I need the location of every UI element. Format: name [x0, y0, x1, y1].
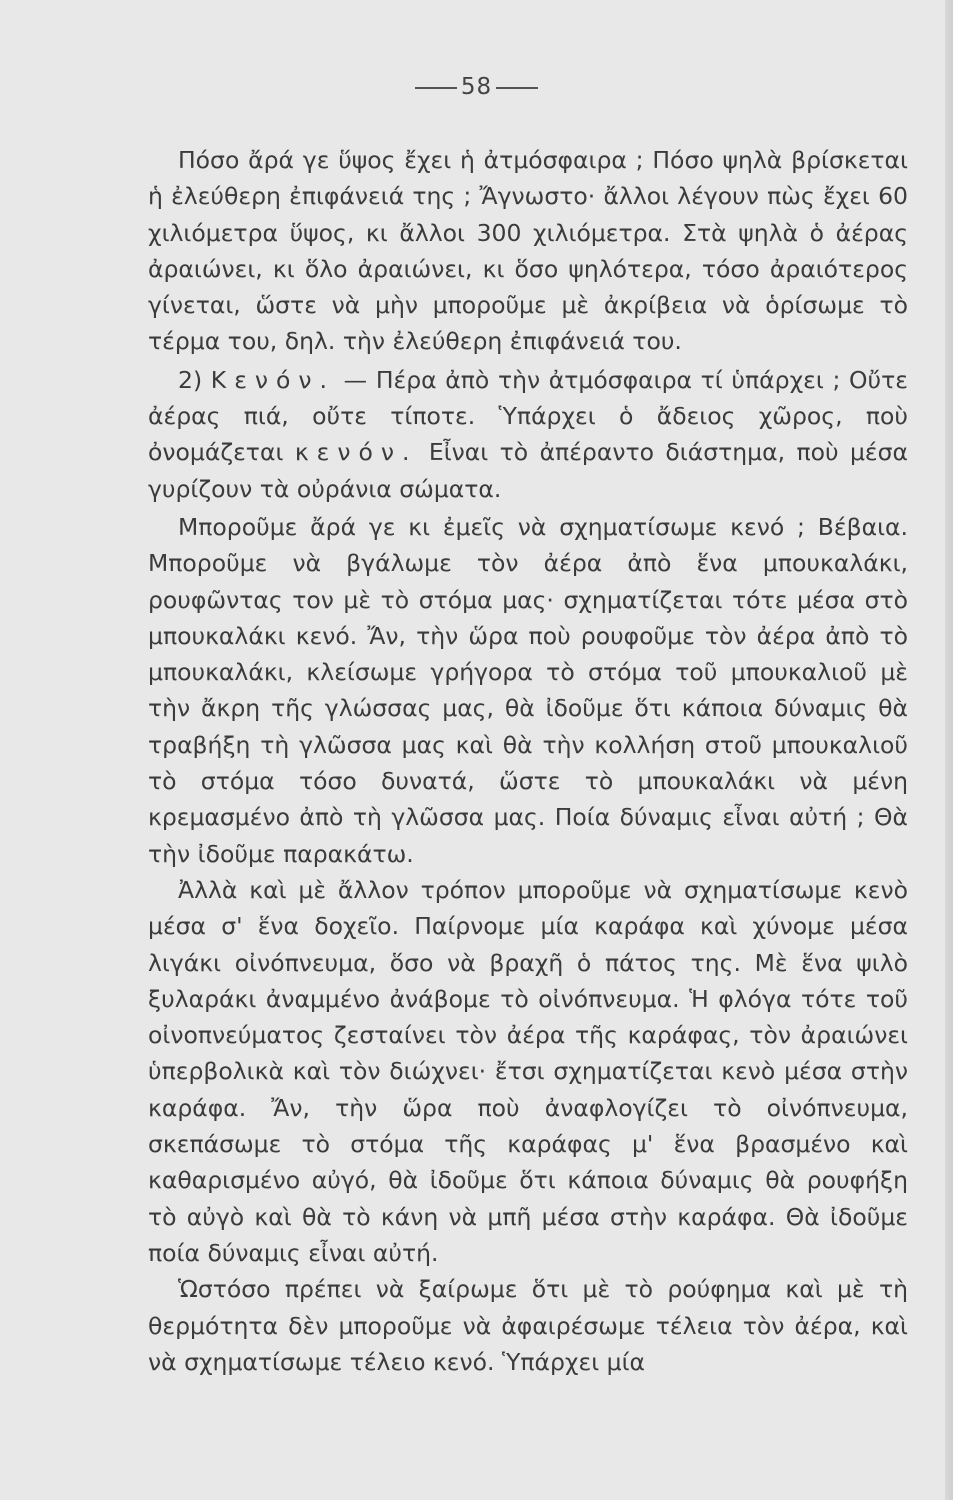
- body-text: [148, 142, 908, 1380]
- page-edge-shadow: [945, 0, 953, 1500]
- page-number-dash-right: [496, 87, 538, 89]
- section-text-2: Εἶναι τὸ ἀπέραντο διάστημα, ποὺ μέσα γυρίζουν τὰ οὐράνια σώματα.: [148, 438, 909, 503]
- paragraph-1: Πόσο ἄρά γε ὕψος ἔχει ἡ ἀτμόσφαιρα ; Πόσο ψηλὰ βρίσκεται ἡ ἐλεύθερη ἐπιφάνειά της ; Ἄγνωστο· ἄλλοι λέγουν πὼς ἔχει 60 χιλιόμετρα ὕψος, κι ἄλλοι 300 χιλιόμετρα. Στὰ ψηλὰ ὁ ἀέρας ἀραιώνει, κι ὅλο ἀραιώνει, κι ὅσο ψηλότερα, τόσο ἀραιότερος γίνεται, ὥστε νὰ μὴν μποροῦμε μὲ ἀκρίβεια νὰ ὁρίσωμε τὸ τέρμα του, δηλ. τὴν ἐλεύθερη ἐπιφάνειά του.: [148, 146, 908, 356]
- paragraph-5: Ὡστόσο πρέπει νὰ ξαίρωμε ὅτι μὲ τὸ ρούφημα καὶ μὲ τὴ θερμότητα δὲν μποροῦμε νὰ ἀφαιρέσωμε τέλεια τὸν ἀέρα, καὶ νὰ σχηματίσωμε τέλειο κενό. Ὑπάρχει μία: [148, 1275, 908, 1376]
- paragraph-3: Μποροῦμε ἄρά γε κι ἐμεῖς νὰ σχηματίσωμε κενό ; Βέβαια. Μποροῦμε νὰ βγάλωμε τὸν ἀέρα ἀπὸ ἕνα μπουκαλάκι, ρουφῶντας τον μὲ τὸ στόμα μας· σχηματίζεται τότε μέσα στὸ μπουκαλάκι κενό. Ἄν, τὴν ὥρα ποὺ ρουφοῦμε τὸν ἀέρα ἀπὸ τὸ μπουκαλάκι, κλείσωμε γρήγορα τὸ στόμα τοῦ μπουκαλιοῦ μὲ τὴν ἄκρη τῆς γλώσσας μας, θὰ ἰδοῦμε ὅτι κάποια δύναμις θὰ τραβήξη τὴ γλῶσσα μας καὶ θὰ τὴν κολλήση στοῦ μπουκαλιοῦ τὸ στόμα τόσο δυνατά, ὥστε τὸ μπουκαλάκι νὰ μένη κρεμασμένο ἀπὸ τὴ γλῶσσα μας. Ποία δύναμις εἶναι αὐτή ; Θὰ τὴν ἰδοῦμε παρακάτω.: [148, 512, 908, 868]
- section-term-inline: κενόν.: [294, 438, 418, 467]
- paragraph-2: [148, 362, 908, 507]
- section-number: 2): [178, 365, 203, 394]
- section-term: Κενόν.: [210, 365, 336, 394]
- section-text-1: — Πέρα ἀπὸ τὴν ἀτμόσφαιρα τί ὑπάρχει ; Οὔτε ἀέρας πιά, οὔτε τίποτε. Ὑπάρχει ὁ ἄδειος χῶρος, ποὺ ὀνομάζεται: [148, 365, 908, 467]
- paragraph-4: Ἀλλὰ καὶ μὲ ἄλλον τρόπον μποροῦμε νὰ σχηματίσωμε κενὸ μέσα σ' ἕνα δοχεῖο. Παίρνομε μία καράφα καὶ χύνομε μέσα λιγάκι οἰνόπνευμα, ὅσο νὰ βραχῆ ὁ πάτος της. Μὲ ἕνα ψιλὸ ξυλαράκι ἀναμμένο ἀνάβομε τὸ οἰνόπνευμα. Ἡ φλόγα τότε τοῦ οἰνοπνεύματος ζεσταίνει τὸν ἀέρα τῆς καράφας, τὸν ἀραιώνει ὑπερβολικὰ καὶ τὸν διώχνει· ἔτσι σχηματίζεται κενὸ μέσα στὴν καράφα. Ἄν, τὴν ὥρα ποὺ ἀναφλογίζει τὸ οἰνόπνευμα, σκεπάσωμε τὸ στόμα τῆς καράφας μ' ἕνα βρασμένο καὶ καθαρισμένο αὐγό, θὰ ἰδοῦμε ὅτι κάποια δύναμις θὰ ρουφήξη τὸ αὐγὸ καὶ θὰ τὸ κάνη νὰ μπῆ μέσα στὴν καράφα. Θὰ ἰδοῦμε ποία δύναμις εἶναι αὐτή.: [148, 875, 908, 1267]
- page-number-text: 58: [460, 74, 493, 100]
- page-number-dash-left: [415, 87, 457, 89]
- page-number: [0, 74, 953, 100]
